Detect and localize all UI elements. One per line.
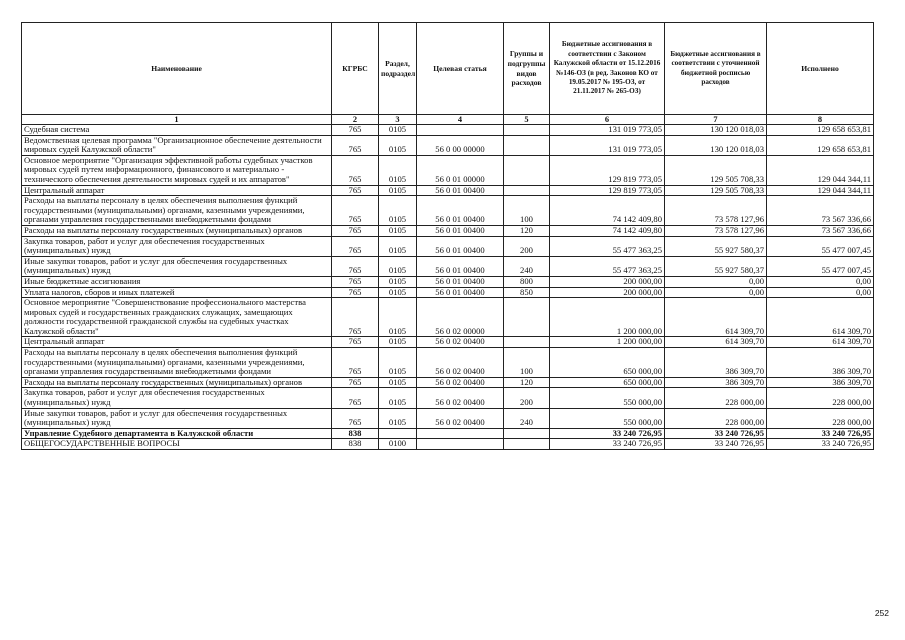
row-target: 56 0 01 00000	[417, 155, 504, 185]
row-name: Иные закупки товаров, работ и услуг для обеспечения государственных (муниципальных) нужд	[22, 256, 332, 276]
row-group	[504, 155, 550, 185]
column-number: 5	[504, 115, 550, 125]
row-budget-list: 129 505 708,33	[665, 185, 767, 196]
row-budget-law: 131 019 773,05	[550, 125, 665, 136]
row-target	[417, 428, 504, 439]
row-budget-law: 33 240 726,95	[550, 428, 665, 439]
row-target: 56 0 02 00400	[417, 337, 504, 348]
row-section: 0105	[379, 287, 417, 298]
row-name: Расходы на выплаты персоналу государственных (муниципальных) органов	[22, 225, 332, 236]
header-name: Наименование	[22, 23, 332, 115]
row-section: 0105	[379, 337, 417, 348]
row-budget-law: 200 000,00	[550, 287, 665, 298]
row-section: 0105	[379, 388, 417, 408]
header-executed: Исполнено	[767, 23, 874, 115]
row-target: 56 0 02 00400	[417, 348, 504, 378]
row-name: Центральный аппарат	[22, 337, 332, 348]
row-kgrbs: 838	[332, 439, 379, 450]
row-executed: 55 477 007,45	[767, 256, 874, 276]
row-section: 0105	[379, 256, 417, 276]
row-executed: 386 309,70	[767, 348, 874, 378]
row-target: 56 0 02 00400	[417, 388, 504, 408]
row-budget-list: 0,00	[665, 276, 767, 287]
row-budget-list: 0,00	[665, 287, 767, 298]
row-budget-list: 386 309,70	[665, 377, 767, 388]
table-row	[22, 287, 874, 298]
row-budget-list: 228 000,00	[665, 388, 767, 408]
row-target: 56 0 01 00400	[417, 196, 504, 226]
row-executed: 73 567 336,66	[767, 225, 874, 236]
row-executed: 614 309,70	[767, 337, 874, 348]
row-section: 0105	[379, 276, 417, 287]
table-row	[22, 298, 874, 337]
row-section: 0105	[379, 225, 417, 236]
row-kgrbs: 765	[332, 348, 379, 378]
row-kgrbs: 765	[332, 125, 379, 136]
row-name: Уплата налогов, сборов и иных платежей	[22, 287, 332, 298]
table-body	[22, 125, 874, 450]
column-number: 6	[550, 115, 665, 125]
row-kgrbs: 765	[332, 377, 379, 388]
table-row	[22, 439, 874, 450]
table-row	[22, 337, 874, 348]
row-budget-list: 614 309,70	[665, 298, 767, 337]
row-executed: 228 000,00	[767, 388, 874, 408]
header-target: Целевая статья	[417, 23, 504, 115]
table-row	[22, 256, 874, 276]
row-name: Расходы на выплаты персоналу государственных (муниципальных) органов	[22, 377, 332, 388]
row-budget-law: 74 142 409,80	[550, 225, 665, 236]
column-number: 8	[767, 115, 874, 125]
row-name: Расходы на выплаты персоналу в целях обеспечения выполнения функций государственными (муниципальными) органами, казенными учреждениями, органами управления государственными внебюджетными фондами	[22, 196, 332, 226]
row-budget-law: 650 000,00	[550, 377, 665, 388]
row-budget-list: 129 505 708,33	[665, 155, 767, 185]
row-executed: 129 044 344,11	[767, 155, 874, 185]
row-section: 0105	[379, 408, 417, 428]
row-executed: 386 309,70	[767, 377, 874, 388]
header-budget-law: Бюджетные ассигнования в соответствии с Законом Калужской области от 15.12.2016 №146-ОЗ (в ред. Законов КО от 19.05.2017 № 195-ОЗ, от 21.11.2017 № 265-ОЗ)	[550, 23, 665, 115]
table-row	[22, 196, 874, 226]
row-name: Закупка товаров, работ и услуг для обеспечения государственных (муниципальных) нужд	[22, 388, 332, 408]
row-budget-law: 550 000,00	[550, 408, 665, 428]
row-group: 120	[504, 377, 550, 388]
row-name: ОБЩЕГОСУДАРСТВЕННЫЕ ВОПРОСЫ	[22, 439, 332, 450]
row-group: 100	[504, 196, 550, 226]
table-row	[22, 236, 874, 256]
row-target: 56 0 01 00400	[417, 276, 504, 287]
row-budget-law: 200 000,00	[550, 276, 665, 287]
row-kgrbs: 765	[332, 185, 379, 196]
table-row	[22, 276, 874, 287]
row-section: 0105	[379, 377, 417, 388]
row-executed: 73 567 336,66	[767, 196, 874, 226]
row-section	[379, 428, 417, 439]
table-row	[22, 377, 874, 388]
row-kgrbs: 765	[332, 287, 379, 298]
row-kgrbs: 838	[332, 428, 379, 439]
budget-report-sheet	[21, 22, 874, 450]
budget-execution-table	[21, 22, 874, 450]
table-row	[22, 185, 874, 196]
row-target: 56 0 01 00400	[417, 185, 504, 196]
row-target: 56 0 02 00400	[417, 408, 504, 428]
header-budget-list: Бюджетные ассигнования в соответствии с уточненной бюджетной росписью расходов	[665, 23, 767, 115]
row-target	[417, 439, 504, 450]
row-budget-law: 55 477 363,25	[550, 256, 665, 276]
row-executed: 33 240 726,95	[767, 439, 874, 450]
row-group: 240	[504, 256, 550, 276]
row-budget-law: 129 819 773,05	[550, 185, 665, 196]
table-row	[22, 428, 874, 439]
row-kgrbs: 765	[332, 196, 379, 226]
row-executed: 129 658 653,81	[767, 135, 874, 155]
row-section: 0105	[379, 155, 417, 185]
row-kgrbs: 765	[332, 298, 379, 337]
row-kgrbs: 765	[332, 236, 379, 256]
column-number: 4	[417, 115, 504, 125]
row-target: 56 0 02 00000	[417, 298, 504, 337]
row-target: 56 0 01 00400	[417, 287, 504, 298]
row-kgrbs: 765	[332, 256, 379, 276]
row-executed: 0,00	[767, 276, 874, 287]
row-section: 0105	[379, 236, 417, 256]
row-kgrbs: 765	[332, 408, 379, 428]
table-row	[22, 125, 874, 136]
row-group: 200	[504, 388, 550, 408]
row-kgrbs: 765	[332, 155, 379, 185]
table-row	[22, 388, 874, 408]
row-kgrbs: 765	[332, 337, 379, 348]
row-group	[504, 439, 550, 450]
row-group	[504, 298, 550, 337]
row-group: 850	[504, 287, 550, 298]
row-target	[417, 125, 504, 136]
row-group: 800	[504, 276, 550, 287]
row-section: 0105	[379, 298, 417, 337]
row-section: 0105	[379, 348, 417, 378]
row-budget-law: 55 477 363,25	[550, 236, 665, 256]
row-group: 120	[504, 225, 550, 236]
row-executed: 129 658 653,81	[767, 125, 874, 136]
row-budget-list: 228 000,00	[665, 408, 767, 428]
row-budget-law: 129 819 773,05	[550, 155, 665, 185]
row-name: Иные бюджетные ассигнования	[22, 276, 332, 287]
row-name: Закупка товаров, работ и услуг для обеспечения государственных (муниципальных) нужд	[22, 236, 332, 256]
row-group	[504, 185, 550, 196]
row-group: 100	[504, 348, 550, 378]
row-kgrbs: 765	[332, 135, 379, 155]
row-group: 240	[504, 408, 550, 428]
row-budget-list: 130 120 018,03	[665, 125, 767, 136]
column-number-row	[22, 115, 874, 125]
row-target: 56 0 01 00400	[417, 256, 504, 276]
table-row	[22, 348, 874, 378]
row-executed: 33 240 726,95	[767, 428, 874, 439]
row-group: 200	[504, 236, 550, 256]
row-budget-list: 73 578 127,96	[665, 225, 767, 236]
table-header-row	[22, 23, 874, 115]
row-name: Управление Судебного департамента в Калужской области	[22, 428, 332, 439]
row-budget-law: 550 000,00	[550, 388, 665, 408]
row-section: 0105	[379, 135, 417, 155]
row-budget-list: 130 120 018,03	[665, 135, 767, 155]
row-budget-law: 1 200 000,00	[550, 298, 665, 337]
row-group	[504, 337, 550, 348]
row-kgrbs: 765	[332, 276, 379, 287]
row-budget-list: 33 240 726,95	[665, 428, 767, 439]
row-group	[504, 125, 550, 136]
column-number: 1	[22, 115, 332, 125]
row-executed: 55 477 007,45	[767, 236, 874, 256]
table-row	[22, 135, 874, 155]
row-target: 56 0 01 00400	[417, 236, 504, 256]
row-executed: 129 044 344,11	[767, 185, 874, 196]
row-budget-law: 33 240 726,95	[550, 439, 665, 450]
row-executed: 228 000,00	[767, 408, 874, 428]
column-number: 3	[379, 115, 417, 125]
header-section: Раздел, подраздел	[379, 23, 417, 115]
row-budget-list: 386 309,70	[665, 348, 767, 378]
row-name: Судебная система	[22, 125, 332, 136]
row-budget-list: 55 927 580,37	[665, 236, 767, 256]
row-budget-list: 73 578 127,96	[665, 196, 767, 226]
row-group	[504, 428, 550, 439]
row-kgrbs: 765	[332, 388, 379, 408]
row-section: 0105	[379, 125, 417, 136]
row-section: 0100	[379, 439, 417, 450]
table-row	[22, 225, 874, 236]
row-budget-law: 131 019 773,05	[550, 135, 665, 155]
row-kgrbs: 765	[332, 225, 379, 236]
row-executed: 0,00	[767, 287, 874, 298]
row-budget-list: 614 309,70	[665, 337, 767, 348]
row-target: 56 0 00 00000	[417, 135, 504, 155]
table-row	[22, 155, 874, 185]
row-executed: 614 309,70	[767, 298, 874, 337]
row-name: Ведомственная целевая программа "Организационное обеспечение деятельности мировых судей Калужской области"	[22, 135, 332, 155]
row-name: Центральный аппарат	[22, 185, 332, 196]
row-target: 56 0 01 00400	[417, 225, 504, 236]
row-section: 0105	[379, 196, 417, 226]
column-number: 2	[332, 115, 379, 125]
header-groups: Группы и подгруппы видов расходов	[504, 23, 550, 115]
row-name: Расходы на выплаты персоналу в целях обеспечения выполнения функций государственными (муниципальными) органами, казенными учреждениями, органами управления государственными внебюджетными фондами	[22, 348, 332, 378]
page-number: 252	[874, 608, 889, 618]
row-budget-law: 650 000,00	[550, 348, 665, 378]
row-name: Иные закупки товаров, работ и услуг для обеспечения государственных (муниципальных) нужд	[22, 408, 332, 428]
row-budget-law: 1 200 000,00	[550, 337, 665, 348]
row-section: 0105	[379, 185, 417, 196]
row-budget-law: 74 142 409,80	[550, 196, 665, 226]
header-kgrbs: КГРБС	[332, 23, 379, 115]
table-row	[22, 408, 874, 428]
row-budget-list: 33 240 726,95	[665, 439, 767, 450]
column-number: 7	[665, 115, 767, 125]
row-group	[504, 135, 550, 155]
row-budget-list: 55 927 580,37	[665, 256, 767, 276]
row-name: Основное мероприятие "Совершенствование профессионального мастерства мировых судей и государственных гражданских служащих, замещающих должности государственной гражданской службы на судебных участках Калужской области"	[22, 298, 332, 337]
row-name: Основное мероприятие "Организация эффективной работы судебных участков мировых судей путем информационного, финансового и материально - технического обеспечения деятельности мировых судей и их аппаратов"	[22, 155, 332, 185]
row-target: 56 0 02 00400	[417, 377, 504, 388]
